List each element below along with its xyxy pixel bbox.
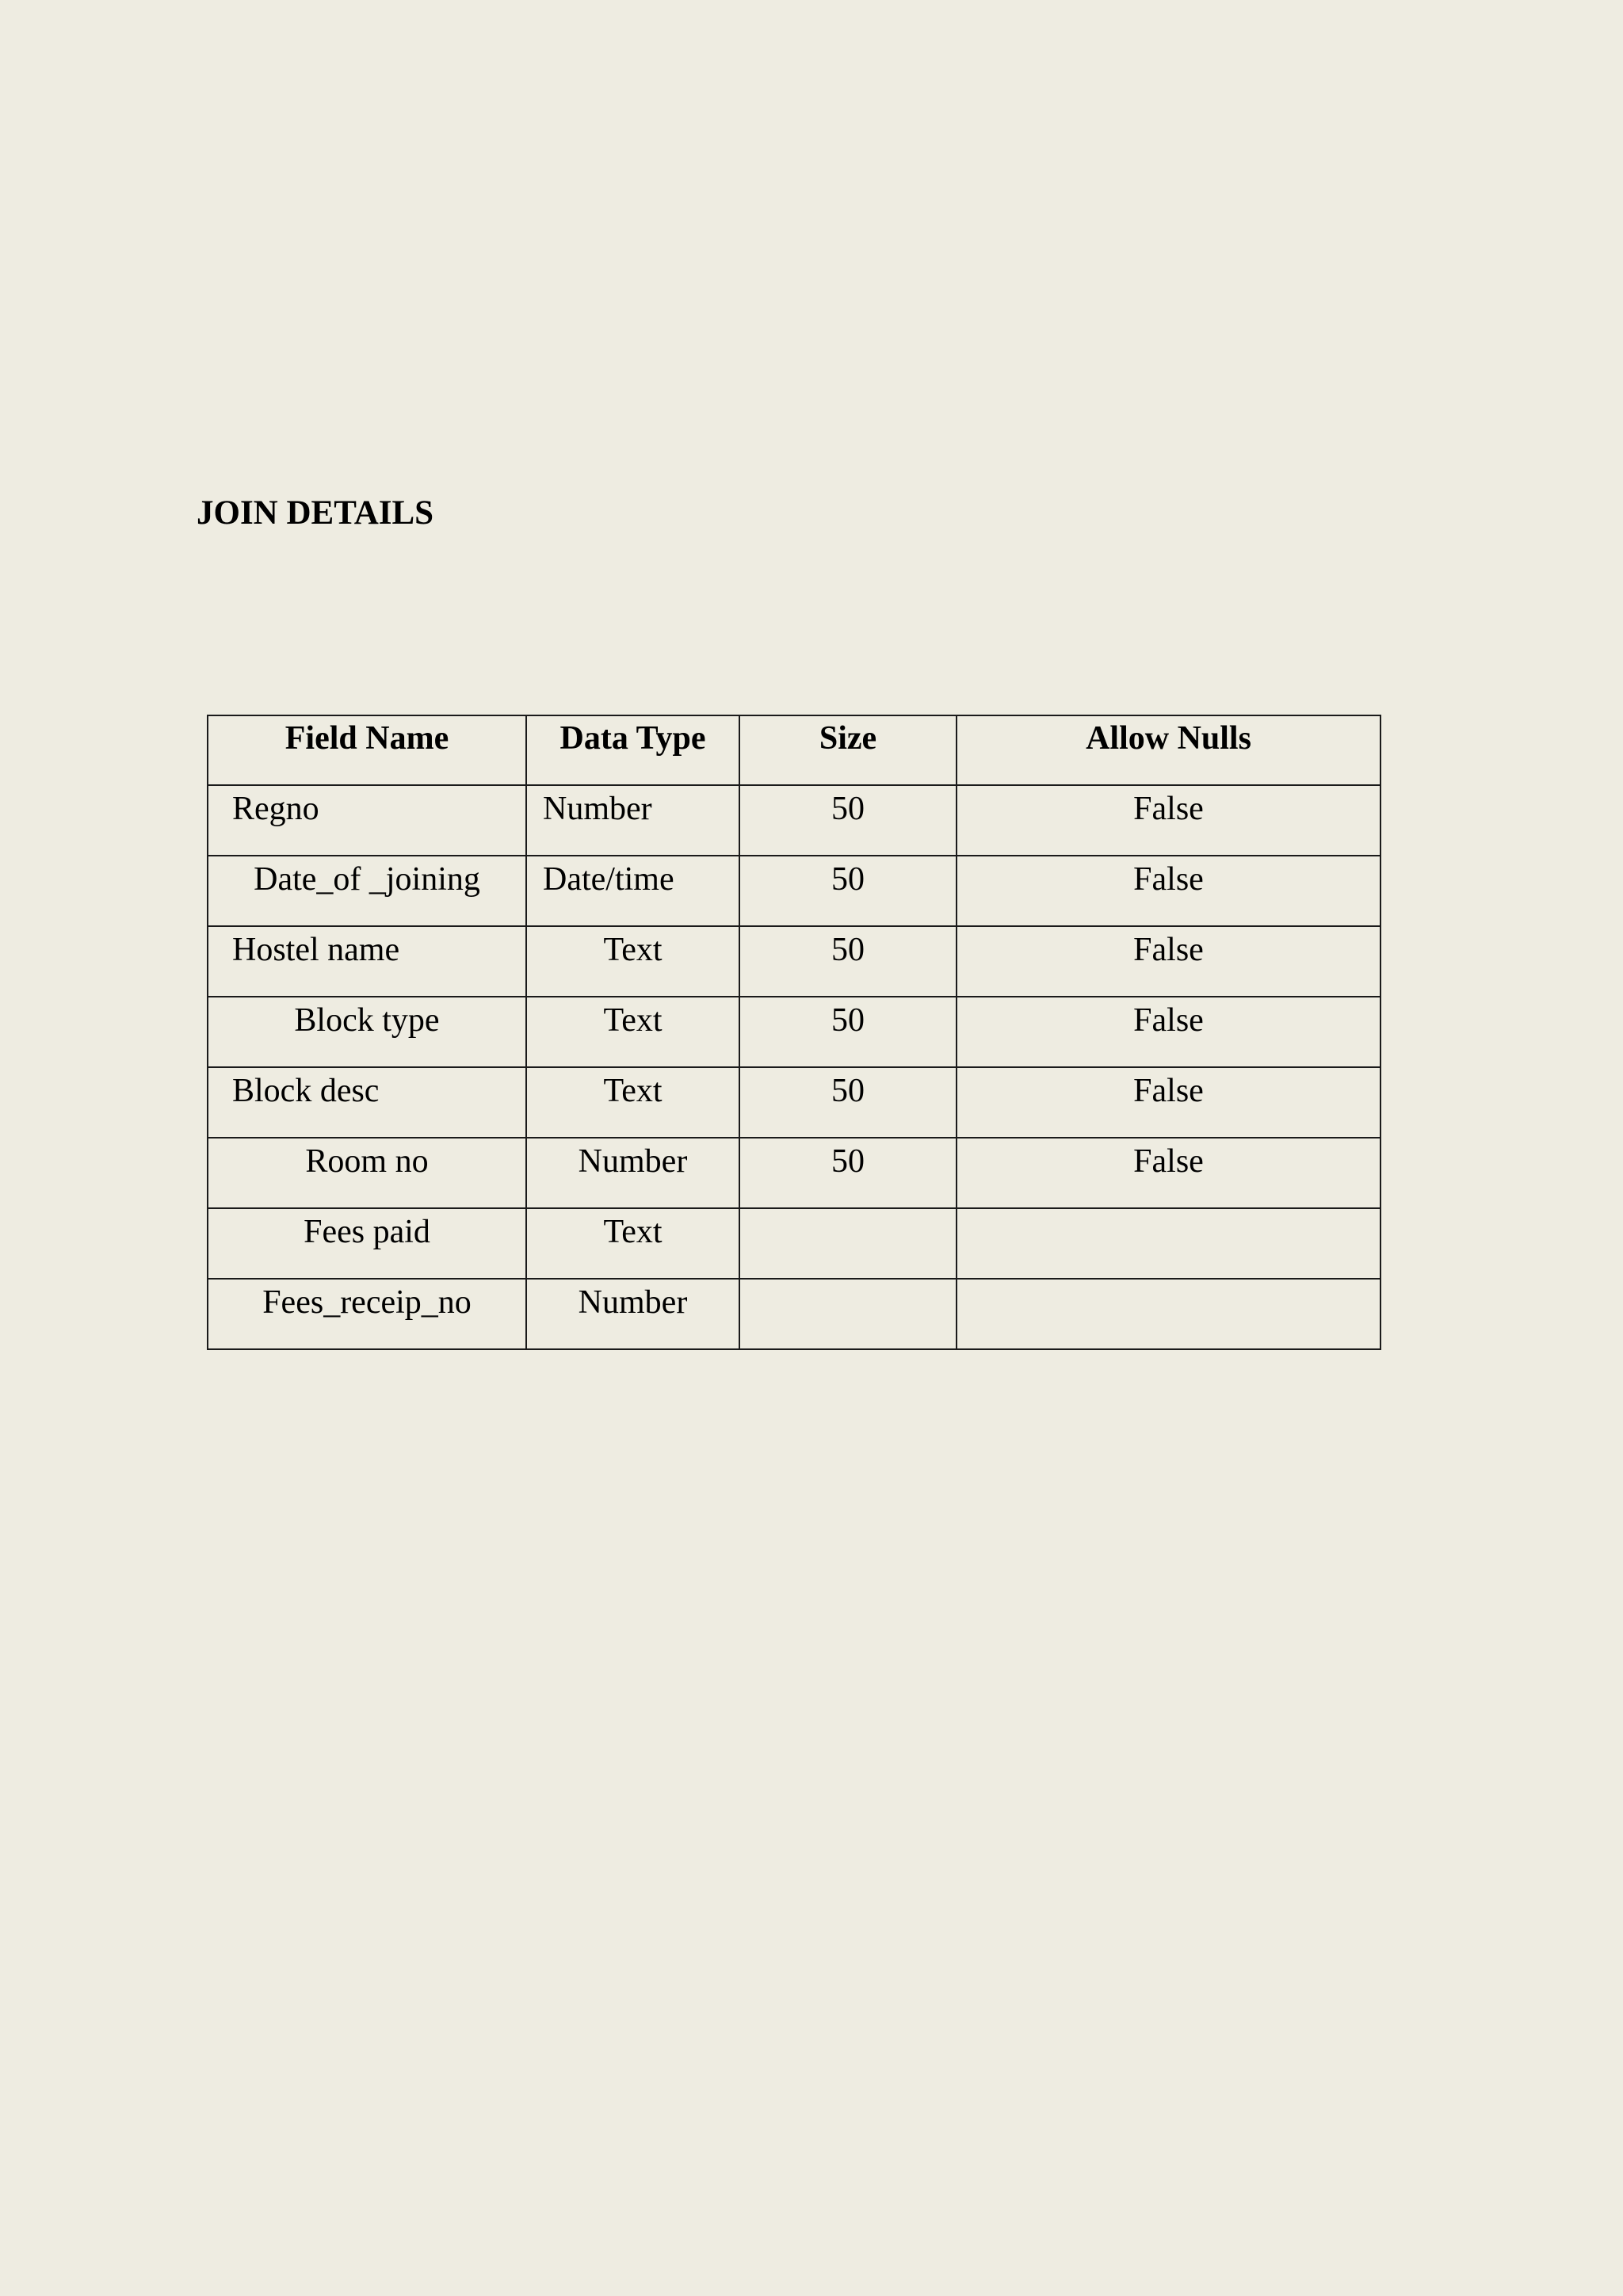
join-details-table bbox=[207, 715, 1381, 1350]
size-cell bbox=[739, 1279, 957, 1349]
field-name-cell: Block type bbox=[208, 997, 526, 1067]
table-row bbox=[208, 926, 1381, 997]
size-cell: 50 bbox=[739, 1138, 957, 1208]
table-row bbox=[208, 1067, 1381, 1138]
allow-nulls-cell: False bbox=[957, 856, 1381, 926]
data-type-cell: Number bbox=[526, 1279, 739, 1349]
allow-nulls-cell: False bbox=[957, 1138, 1381, 1208]
table-row bbox=[208, 1279, 1381, 1349]
header-allow-nulls: Allow Nulls bbox=[957, 715, 1381, 785]
allow-nulls-cell: False bbox=[957, 1067, 1381, 1138]
data-type-cell: Number bbox=[526, 785, 739, 856]
allow-nulls-cell bbox=[957, 1208, 1381, 1279]
field-name-cell: Regno bbox=[208, 785, 526, 856]
data-type-cell: Text bbox=[526, 1067, 739, 1138]
header-data-type: Data Type bbox=[526, 715, 739, 785]
size-cell: 50 bbox=[739, 997, 957, 1067]
size-cell: 50 bbox=[739, 785, 957, 856]
size-cell: 50 bbox=[739, 926, 957, 997]
table-row bbox=[208, 1138, 1381, 1208]
table-header-row bbox=[208, 715, 1381, 785]
data-type-cell: Date/time bbox=[526, 856, 739, 926]
field-name-cell: Fees_receip_no bbox=[208, 1279, 526, 1349]
data-type-cell: Number bbox=[526, 1138, 739, 1208]
size-cell bbox=[739, 1208, 957, 1279]
header-size: Size bbox=[739, 715, 957, 785]
field-name-cell: Date_of _joining bbox=[208, 856, 526, 926]
size-cell: 50 bbox=[739, 856, 957, 926]
field-name-cell: Room no bbox=[208, 1138, 526, 1208]
field-name-cell: Fees paid bbox=[208, 1208, 526, 1279]
page-title: JOIN DETAILS bbox=[197, 494, 434, 532]
allow-nulls-cell: False bbox=[957, 926, 1381, 997]
table-row bbox=[208, 997, 1381, 1067]
field-name-cell: Hostel name bbox=[208, 926, 526, 997]
data-type-cell: Text bbox=[526, 1208, 739, 1279]
size-cell: 50 bbox=[739, 1067, 957, 1138]
allow-nulls-cell: False bbox=[957, 785, 1381, 856]
data-type-cell: Text bbox=[526, 997, 739, 1067]
table-row bbox=[208, 785, 1381, 856]
header-field-name: Field Name bbox=[208, 715, 526, 785]
table-row bbox=[208, 856, 1381, 926]
allow-nulls-cell: False bbox=[957, 997, 1381, 1067]
allow-nulls-cell bbox=[957, 1279, 1381, 1349]
data-type-cell: Text bbox=[526, 926, 739, 997]
field-name-cell: Block desc bbox=[208, 1067, 526, 1138]
table-row bbox=[208, 1208, 1381, 1279]
